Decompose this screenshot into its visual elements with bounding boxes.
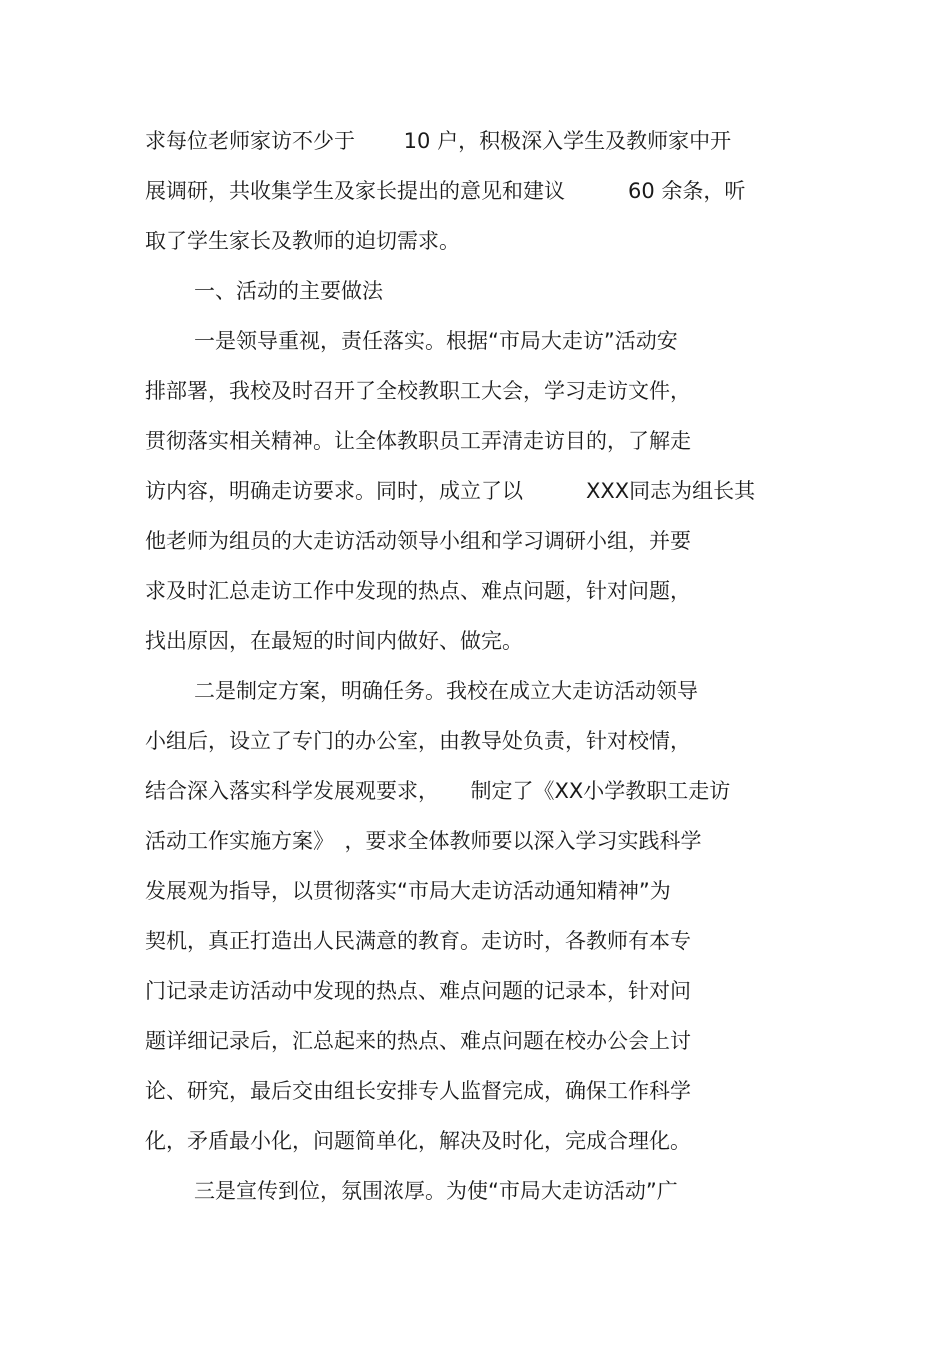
- text-line: 展调研，共收集学生及家长提出的意见和建议 60 余条，听: [145, 179, 746, 203]
- text-line: 贯彻落实相关精神。让全体教职员工弄清走访目的，了解走: [145, 429, 691, 453]
- text-line: 小组后，设立了专门的办公室，由教导处负责，针对校情，: [145, 729, 691, 753]
- text-line: 门记录走访活动中发现的热点、难点问题的记录本，针对问: [145, 979, 691, 1003]
- text-line: 找出原因，在最短的时间内做好、做完。: [145, 629, 523, 653]
- text-line: 发展观为指导，以贯彻落实“市局大走访活动通知精神”为: [145, 879, 671, 903]
- text-line: 活动工作实施方案》 ，要求全体教师要以深入学习实践科学: [145, 829, 702, 853]
- text-line: 二是制定方案，明确任务。我校在成立大走访活动领导: [194, 679, 698, 703]
- text-line: 化，矛盾最小化，问题简单化，解决及时化，完成合理化。: [145, 1129, 691, 1153]
- text-line: 排部署，我校及时召开了全校教职工大会，学习走访文件，: [145, 379, 691, 403]
- text-line: 结合深入落实科学发展观要求， 制定了《XX小学教职工走访: [145, 779, 731, 803]
- text-line: 求每位老师家访不少于 10 户，积极深入学生及教师家中开: [145, 129, 732, 153]
- text-line: 求及时汇总走访工作中发现的热点、难点问题，针对问题，: [145, 579, 691, 603]
- text-line: 他老师为组员的大走访活动领导小组和学习调研小组，并要: [145, 529, 691, 553]
- text-line: 访内容，明确走访要求。同时，成立了以 XXX同志为组长其: [145, 479, 756, 503]
- text-line: 题详细记录后，汇总起来的热点、难点问题在校办公会上讨: [145, 1029, 691, 1053]
- text-line: 三是宣传到位，氛围浓厚。为使“市局大走访活动”广: [194, 1179, 678, 1203]
- text-line: 契机，真正打造出人民满意的教育。走访时，各教师有本专: [145, 929, 691, 953]
- text-line: 取了学生家长及教师的迫切需求。: [145, 229, 460, 253]
- section-heading: 一、活动的主要做法: [194, 279, 383, 303]
- text-line: 论、研究，最后交由组长安排专人监督完成，确保工作科学: [145, 1079, 691, 1103]
- text-line: 一是领导重视，责任落实。根据“市局大走访”活动安: [194, 329, 678, 353]
